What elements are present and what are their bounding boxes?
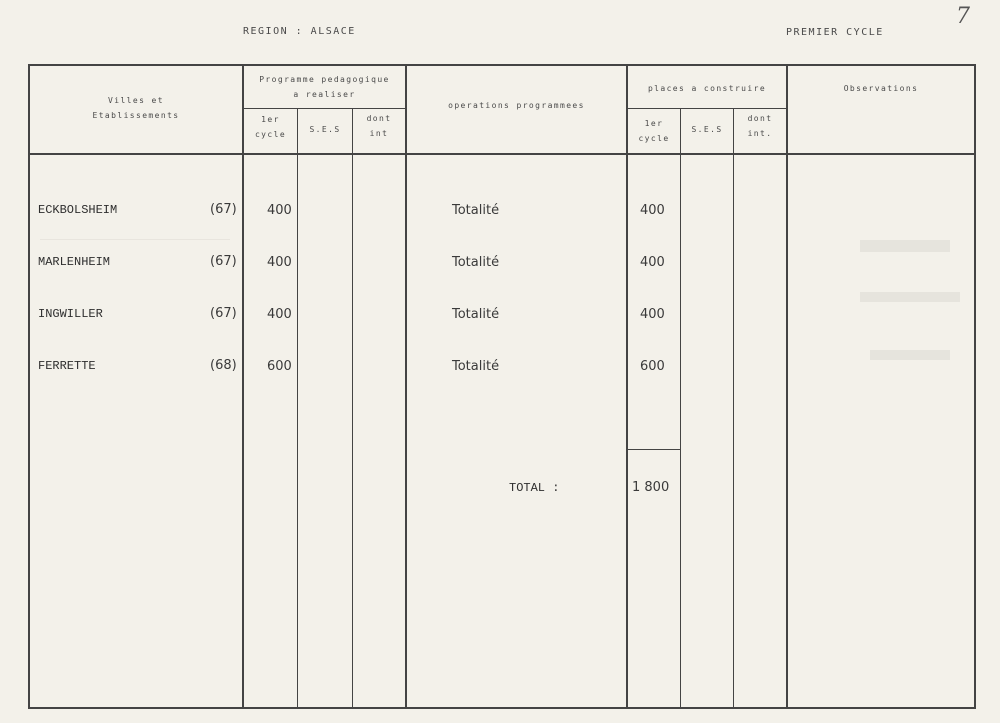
header-prog-ses: S.E.S (309, 125, 341, 134)
group-divider (242, 108, 407, 109)
header-prog-1er: 1er cycle (254, 115, 287, 139)
prog-1er-value: 400 (267, 255, 292, 270)
ville-name: INGWILLER (38, 307, 103, 321)
col-divider (405, 64, 407, 709)
col-divider (297, 108, 298, 709)
header-divider (28, 153, 976, 155)
prog-1er-value: 600 (267, 359, 292, 374)
operation-value: Totalité (452, 359, 500, 374)
table-right-border (974, 64, 976, 709)
header-observations: Observations (843, 84, 919, 93)
ville-name: FERRETTE (38, 359, 96, 373)
table-left-border (28, 64, 30, 709)
col-divider (733, 108, 734, 709)
operation-value: Totalité (452, 255, 500, 270)
places-1er-value: 400 (640, 307, 665, 322)
col-divider (786, 64, 788, 709)
header-villes: Villes et Etablissements (92, 96, 180, 120)
ville-name: MARLENHEIM (38, 255, 111, 269)
header-operations: operations programmees (448, 101, 585, 110)
operation-value: Totalité (452, 307, 500, 322)
header-prog-dont: dont int (366, 114, 392, 138)
header-places-dont: dont int. (747, 114, 773, 138)
prog-1er-value: 400 (267, 307, 292, 322)
col-divider (352, 108, 353, 709)
header-places: places a construire (647, 84, 767, 93)
cycle-label: PREMIER CYCLE (786, 27, 884, 38)
col-divider (242, 64, 244, 709)
dept-code: (67) (210, 306, 237, 321)
col-divider (626, 64, 628, 709)
total-label: TOTAL : (509, 481, 560, 495)
places-1er-value: 600 (640, 359, 665, 374)
header-programme: Programme pedagogique a realiser (259, 75, 390, 99)
total-value: 1 800 (632, 480, 670, 495)
total-divider (628, 449, 680, 450)
prog-1er-value: 400 (267, 203, 292, 218)
dept-code: (67) (210, 254, 237, 269)
table-bottom-border (28, 707, 976, 709)
header-places-1er: 1er cycle (638, 119, 670, 143)
page-number: 7 (956, 4, 970, 29)
col-divider (680, 108, 681, 709)
dept-code: (68) (210, 358, 237, 373)
places-1er-value: 400 (640, 203, 665, 218)
table-top-border (28, 64, 976, 66)
dept-code: (67) (210, 202, 237, 217)
operation-value: Totalité (452, 203, 500, 218)
ville-name: ECKBOLSHEIM (38, 203, 118, 217)
header-places-ses: S.E.S (691, 125, 723, 134)
places-1er-value: 400 (640, 255, 665, 270)
group-divider (626, 108, 788, 109)
region-label: REGION : ALSACE (243, 26, 356, 37)
